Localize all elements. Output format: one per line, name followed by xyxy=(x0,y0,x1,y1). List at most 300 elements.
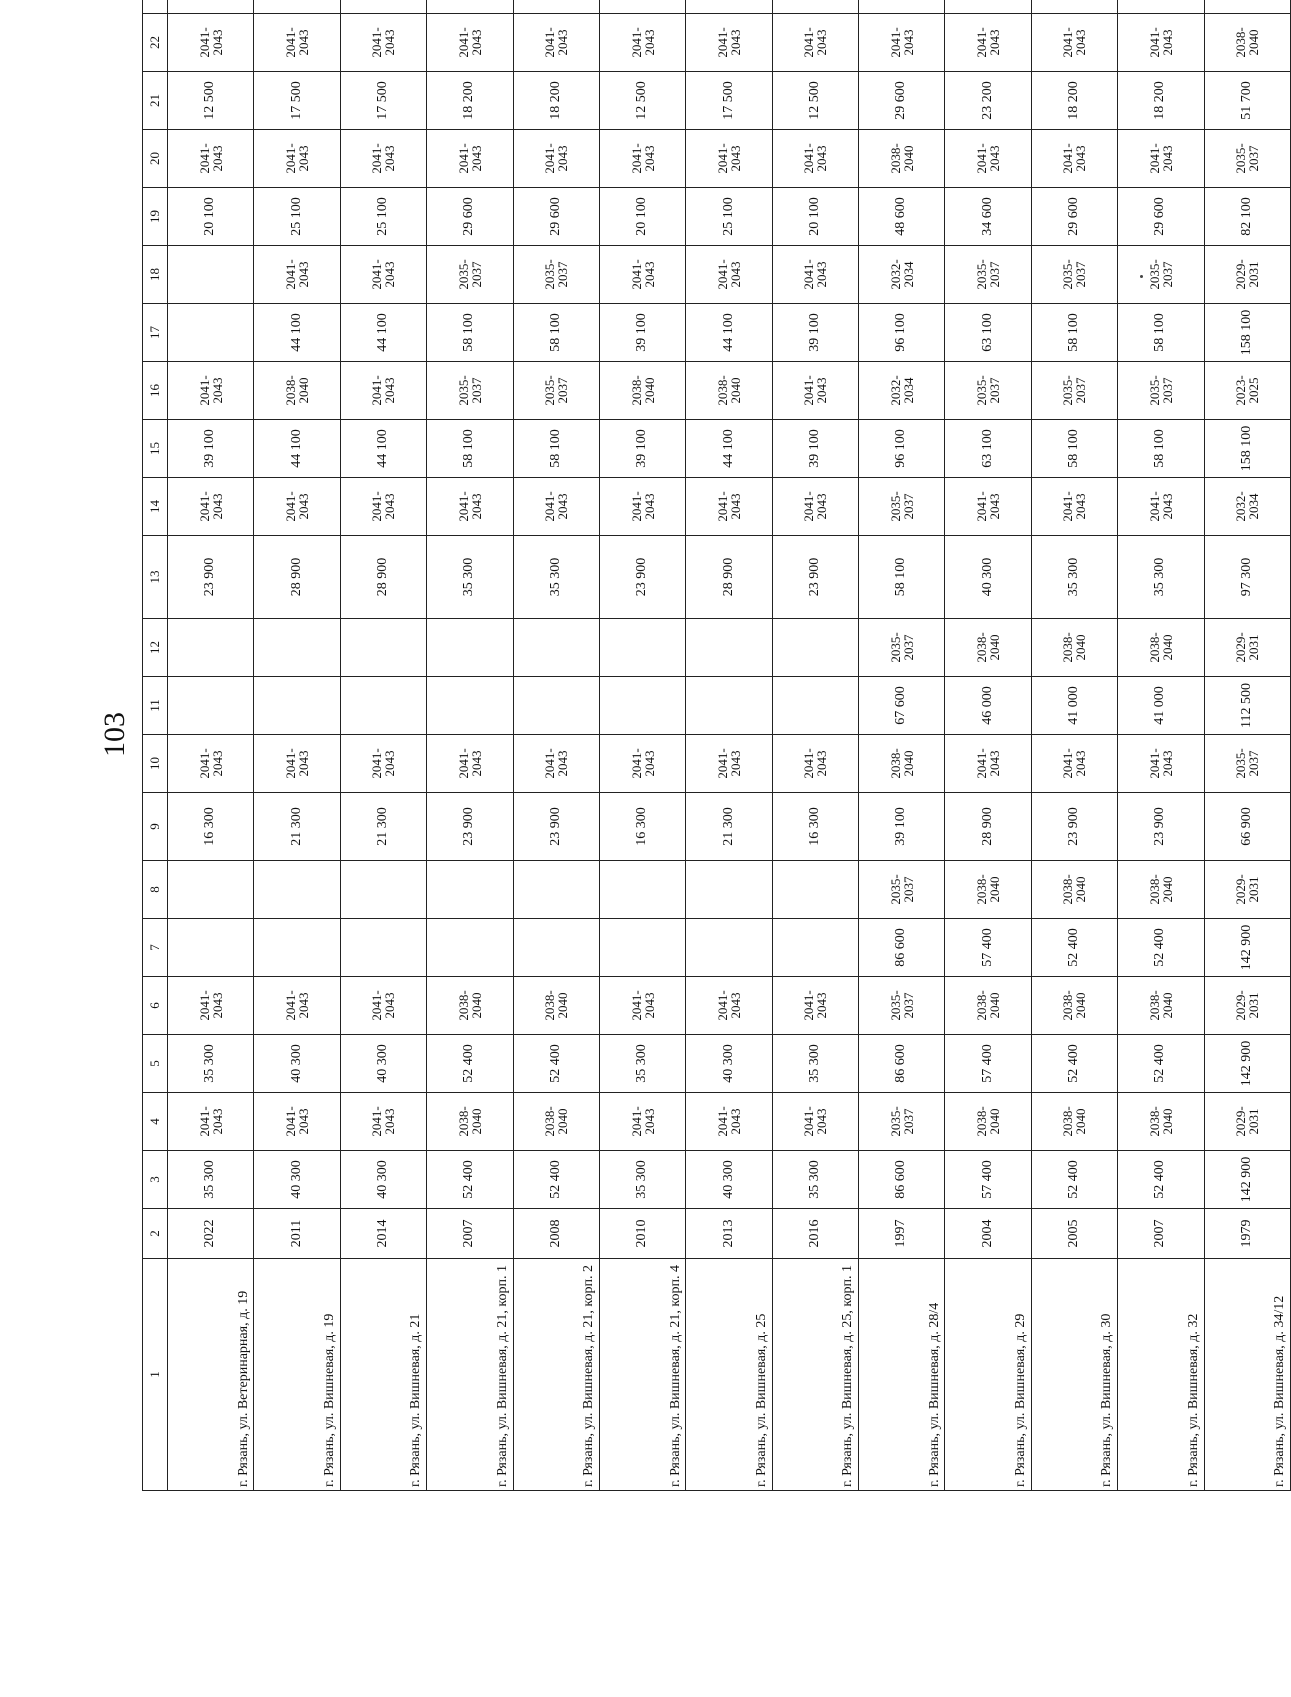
address-cell: г. Рязань, ул. Вишневая, д. 21, корп. 2 xyxy=(513,1259,599,1491)
address-cell: г. Рязань, ул. Вишневая, д. 21, корп. 4 xyxy=(599,1259,685,1491)
table-cell: 29 600 xyxy=(513,188,599,246)
table-cell: 44 100 xyxy=(254,420,340,478)
column-number: 6 xyxy=(143,977,168,1035)
table-cell: 2038- 2040 xyxy=(686,362,772,420)
table-row xyxy=(513,0,599,1491)
table-cell: 29 600 xyxy=(1118,188,1204,246)
table-cell xyxy=(513,861,599,919)
table-cell: 142 900 xyxy=(1204,1151,1291,1209)
table-cell: 23 900 xyxy=(427,793,513,861)
table-cell: 57 400 xyxy=(945,1035,1031,1093)
table-cell: 35 300 xyxy=(599,1035,685,1093)
table-cell: 2035- 2037 xyxy=(945,362,1031,420)
table-cell: 2041- 2043 xyxy=(945,478,1031,536)
table-cell xyxy=(1031,0,1117,14)
table-cell: 23 200 xyxy=(945,72,1031,130)
column-number: 11 xyxy=(143,677,168,735)
table-cell: 2041- 2043 xyxy=(772,1093,858,1151)
table-cell: 12 500 xyxy=(599,72,685,130)
table-cell: 2038- 2040 xyxy=(513,1093,599,1151)
table-cell: 2035- 2037 xyxy=(859,478,945,536)
table-cell: 44 100 xyxy=(254,304,340,362)
table-cell: 2041- 2043 xyxy=(686,14,772,72)
table-cell: 2038- 2040 xyxy=(859,735,945,793)
table-cell: 2041- 2043 xyxy=(686,977,772,1035)
table-row xyxy=(427,0,513,1491)
table-cell: 2041- 2043 xyxy=(254,246,340,304)
table-cell: 18 200 xyxy=(427,72,513,130)
column-number: 5 xyxy=(143,1035,168,1093)
table-cell: 16 300 xyxy=(599,793,685,861)
scan-speck xyxy=(1140,275,1143,278)
table-cell: 2038- 2040 xyxy=(945,1093,1031,1151)
table-cell: 2041- 2043 xyxy=(599,14,685,72)
table-cell: 2041- 2043 xyxy=(513,14,599,72)
table-cell xyxy=(513,619,599,677)
table-cell: 2041- 2043 xyxy=(1031,130,1117,188)
repair-schedule-table xyxy=(142,0,1291,1491)
table-cell xyxy=(686,919,772,977)
table-cell: 2041- 2043 xyxy=(599,478,685,536)
table-cell: 86 600 xyxy=(859,1035,945,1093)
table-row xyxy=(1204,0,1291,1491)
table-cell: 17 500 xyxy=(254,72,340,130)
table-cell: 2038- 2040 xyxy=(1031,977,1117,1035)
table-cell: 2038- 2040 xyxy=(1118,861,1204,919)
table-cell xyxy=(168,246,254,304)
table-cell: 2041- 2043 xyxy=(772,735,858,793)
table-cell: 2041- 2043 xyxy=(686,246,772,304)
table-row xyxy=(1031,0,1117,1491)
column-number: 16 xyxy=(143,362,168,420)
table-cell: 97 300 xyxy=(1204,536,1291,619)
table-cell: 35 300 xyxy=(772,1151,858,1209)
table-cell: 20 100 xyxy=(599,188,685,246)
column-number: 1 xyxy=(143,1259,168,1491)
table-cell xyxy=(945,0,1031,14)
table-cell xyxy=(254,861,340,919)
table-cell: 40 300 xyxy=(340,1151,426,1209)
table-cell: 28 900 xyxy=(340,536,426,619)
table-cell: 2035- 2037 xyxy=(513,362,599,420)
table-cell: 52 400 xyxy=(513,1151,599,1209)
table-cell: 2035- 2037 xyxy=(945,246,1031,304)
table-cell xyxy=(599,677,685,735)
table-cell: 2035- 2037 xyxy=(859,861,945,919)
table-cell: 2041- 2043 xyxy=(772,478,858,536)
table-cell: 52 400 xyxy=(1118,1035,1204,1093)
table-cell: 2035- 2037 xyxy=(427,362,513,420)
table-cell: 40 300 xyxy=(254,1035,340,1093)
table-cell xyxy=(427,677,513,735)
table-cell: 25 100 xyxy=(340,188,426,246)
table-cell: 2007 xyxy=(427,1209,513,1259)
table-cell xyxy=(254,919,340,977)
address-cell: г. Рязань, ул. Вишневая, д. 32 xyxy=(1118,1259,1204,1491)
table-cell: 39 100 xyxy=(772,420,858,478)
table-cell: 2041- 2043 xyxy=(1031,735,1117,793)
table-cell: 2032- 2034 xyxy=(1204,478,1291,536)
column-number: 12 xyxy=(143,619,168,677)
table-cell: 35 300 xyxy=(1031,536,1117,619)
column-number: 22 xyxy=(143,14,168,72)
table-cell: 2038- 2040 xyxy=(427,977,513,1035)
table-cell: 2041- 2043 xyxy=(513,478,599,536)
table-cell: 39 100 xyxy=(168,420,254,478)
table-cell xyxy=(859,0,945,14)
table-cell xyxy=(599,919,685,977)
table-cell: 2038- 2040 xyxy=(1031,1093,1117,1151)
table-cell: 2035- 2037 xyxy=(1118,246,1204,304)
address-cell: г. Рязань, ул. Вишневая, д. 21 xyxy=(340,1259,426,1491)
table-cell: 2022 xyxy=(168,1209,254,1259)
table-cell: 18 200 xyxy=(1118,72,1204,130)
table-cell: 2041- 2043 xyxy=(168,14,254,72)
table-cell xyxy=(513,919,599,977)
table-cell: 2007 xyxy=(1118,1209,1204,1259)
table-cell xyxy=(427,619,513,677)
table-cell: 112 500 xyxy=(1204,677,1291,735)
table-cell: 2032- 2034 xyxy=(859,246,945,304)
table-cell: 82 100 xyxy=(1204,188,1291,246)
table-cell: 58 100 xyxy=(427,420,513,478)
table-cell: 44 100 xyxy=(340,420,426,478)
table-cell: 2041- 2043 xyxy=(686,735,772,793)
table-cell: 2041- 2043 xyxy=(254,478,340,536)
column-number: 14 xyxy=(143,478,168,536)
table-cell: 2038- 2040 xyxy=(945,619,1031,677)
table-cell: 1997 xyxy=(859,1209,945,1259)
table-cell: 58 100 xyxy=(513,304,599,362)
table-cell xyxy=(168,677,254,735)
column-number: 21 xyxy=(143,72,168,130)
table-cell: 52 400 xyxy=(513,1035,599,1093)
table-cell: 52 400 xyxy=(1118,919,1204,977)
table-cell: 2041- 2043 xyxy=(945,14,1031,72)
table-cell xyxy=(254,619,340,677)
table-cell: 2041- 2043 xyxy=(340,977,426,1035)
table-cell: 67 600 xyxy=(859,677,945,735)
table-cell: 48 600 xyxy=(859,188,945,246)
table-cell: 58 100 xyxy=(427,304,513,362)
table-cell: 2041- 2043 xyxy=(427,14,513,72)
address-cell: г. Рязань, ул. Вишневая, д. 34/12 xyxy=(1204,1259,1291,1491)
table-cell: 35 300 xyxy=(168,1035,254,1093)
table-cell: 2038- 2040 xyxy=(254,362,340,420)
table-cell: 2038- 2040 xyxy=(1118,977,1204,1035)
table-cell: 2041- 2043 xyxy=(599,1093,685,1151)
table-cell: 23 900 xyxy=(168,536,254,619)
table-cell xyxy=(254,0,340,14)
table-cell: 2041- 2043 xyxy=(168,130,254,188)
table-cell: 58 100 xyxy=(513,420,599,478)
table-cell: 2029- 2031 xyxy=(1204,861,1291,919)
column-number-row xyxy=(143,0,168,1491)
table-cell: 2014 xyxy=(340,1209,426,1259)
table-cell: 2038- 2040 xyxy=(599,362,685,420)
table-cell: 28 900 xyxy=(945,793,1031,861)
table-cell: 35 300 xyxy=(427,536,513,619)
table-cell: 52 400 xyxy=(427,1151,513,1209)
table-cell: 2035- 2037 xyxy=(513,246,599,304)
table-cell: 35 300 xyxy=(513,536,599,619)
table-cell: 66 900 xyxy=(1204,793,1291,861)
table-cell: 23 900 xyxy=(599,536,685,619)
table-cell: 2038- 2040 xyxy=(1204,14,1291,72)
table-cell: 40 300 xyxy=(686,1035,772,1093)
table-row xyxy=(168,0,254,1491)
table-cell: 2041- 2043 xyxy=(772,130,858,188)
table-cell: 35 300 xyxy=(1118,536,1204,619)
rotated-table-wrapper xyxy=(142,27,1291,1491)
table-cell: 35 300 xyxy=(168,1151,254,1209)
table-cell: 57 400 xyxy=(945,919,1031,977)
column-number: 18 xyxy=(143,246,168,304)
table-cell: 2041- 2043 xyxy=(599,977,685,1035)
table-cell: 2013 xyxy=(686,1209,772,1259)
table-cell: 2041- 2043 xyxy=(599,735,685,793)
table-cell: 2041- 2043 xyxy=(1118,478,1204,536)
table-cell: 2041- 2043 xyxy=(1118,735,1204,793)
table-cell: 2038- 2040 xyxy=(859,130,945,188)
table-cell: 2008 xyxy=(513,1209,599,1259)
table-row xyxy=(772,0,858,1491)
table-cell: 21 300 xyxy=(686,793,772,861)
table-cell: 2035- 2037 xyxy=(1031,246,1117,304)
table-cell: 35 300 xyxy=(772,1035,858,1093)
table-cell xyxy=(772,677,858,735)
table-cell: 52 400 xyxy=(1031,1035,1117,1093)
column-number: 8 xyxy=(143,861,168,919)
table-cell: 96 100 xyxy=(859,420,945,478)
column-number xyxy=(143,0,168,14)
table-cell xyxy=(340,0,426,14)
table-cell: 2041- 2043 xyxy=(254,14,340,72)
column-number: 10 xyxy=(143,735,168,793)
table-row xyxy=(1118,0,1204,1491)
table-cell: 2029- 2031 xyxy=(1204,1093,1291,1151)
table-cell: 44 100 xyxy=(686,420,772,478)
table-cell: 2035- 2037 xyxy=(1118,362,1204,420)
table-cell xyxy=(340,677,426,735)
table-cell xyxy=(340,619,426,677)
table-cell: 28 900 xyxy=(686,536,772,619)
table-cell: 12 500 xyxy=(772,72,858,130)
column-number: 4 xyxy=(143,1093,168,1151)
table-cell: 142 900 xyxy=(1204,1035,1291,1093)
table-cell: 41 000 xyxy=(1031,677,1117,735)
table-cell: 2038- 2040 xyxy=(1118,619,1204,677)
table-cell: 18 200 xyxy=(1031,72,1117,130)
table-cell: 23 900 xyxy=(1031,793,1117,861)
address-cell: г. Рязань, ул. Вишневая, д. 30 xyxy=(1031,1259,1117,1491)
table-cell: 17 500 xyxy=(686,72,772,130)
table-cell xyxy=(427,861,513,919)
table-cell: 2041- 2043 xyxy=(254,735,340,793)
column-number: 13 xyxy=(143,536,168,619)
table-cell: 23 900 xyxy=(1118,793,1204,861)
table-row xyxy=(599,0,685,1491)
table-cell: 21 300 xyxy=(340,793,426,861)
table-cell xyxy=(1118,0,1204,14)
table-cell: 96 100 xyxy=(859,304,945,362)
table-cell: 16 300 xyxy=(772,793,858,861)
table-cell: 58 100 xyxy=(859,536,945,619)
table-row xyxy=(686,0,772,1491)
table-cell xyxy=(254,677,340,735)
table-cell xyxy=(686,861,772,919)
table-cell xyxy=(1204,0,1291,14)
table-cell: 58 100 xyxy=(1031,420,1117,478)
table-cell: 2035- 2037 xyxy=(859,619,945,677)
table-cell: 2041- 2043 xyxy=(686,1093,772,1151)
table-cell: 34 600 xyxy=(945,188,1031,246)
table-cell: 58 100 xyxy=(1118,420,1204,478)
table-cell xyxy=(772,861,858,919)
table-cell: 2041- 2043 xyxy=(168,735,254,793)
table-cell xyxy=(168,0,254,14)
table-cell: 86 600 xyxy=(859,1151,945,1209)
table-cell: 21 300 xyxy=(254,793,340,861)
table-cell: 2011 xyxy=(254,1209,340,1259)
table-cell xyxy=(513,677,599,735)
table-cell: 2041- 2043 xyxy=(168,977,254,1035)
table-cell: 29 600 xyxy=(1031,188,1117,246)
table-cell: 51 700 xyxy=(1204,72,1291,130)
table-cell: 2041- 2043 xyxy=(1118,14,1204,72)
table-cell: 2041- 2043 xyxy=(1031,14,1117,72)
column-number: 2 xyxy=(143,1209,168,1259)
table-cell: 2038- 2040 xyxy=(1118,1093,1204,1151)
table-cell: 2041- 2043 xyxy=(772,362,858,420)
table-cell: 2035- 2037 xyxy=(859,977,945,1035)
address-cell: г. Рязань, ул. Вишневая, д. 28/4 xyxy=(859,1259,945,1491)
table-cell xyxy=(772,0,858,14)
table-cell: 1979 xyxy=(1204,1209,1291,1259)
table-cell: 2041- 2043 xyxy=(513,735,599,793)
table-cell: 39 100 xyxy=(772,304,858,362)
table-cell: 58 100 xyxy=(1118,304,1204,362)
table-cell xyxy=(686,677,772,735)
table-cell: 39 100 xyxy=(859,793,945,861)
table-cell: 2041- 2043 xyxy=(945,735,1031,793)
table-cell: 2038- 2040 xyxy=(1031,619,1117,677)
table-cell: 2038- 2040 xyxy=(945,861,1031,919)
address-cell: г. Рязань, ул. Вишневая, д. 21, корп. 1 xyxy=(427,1259,513,1491)
table-cell: 2035- 2037 xyxy=(1204,130,1291,188)
table-cell: 2010 xyxy=(599,1209,685,1259)
table-cell: 39 100 xyxy=(599,304,685,362)
table-cell: 2041- 2043 xyxy=(340,246,426,304)
table-cell: 2041- 2043 xyxy=(772,246,858,304)
table-cell xyxy=(599,861,685,919)
column-number: 3 xyxy=(143,1151,168,1209)
table-cell: 18 200 xyxy=(513,72,599,130)
column-number: 20 xyxy=(143,130,168,188)
table-cell: 40 300 xyxy=(254,1151,340,1209)
table-cell: 2029- 2031 xyxy=(1204,246,1291,304)
table-cell: 17 500 xyxy=(340,72,426,130)
table-cell: 2041- 2043 xyxy=(772,14,858,72)
column-number: 19 xyxy=(143,188,168,246)
table-cell: 2041- 2043 xyxy=(772,977,858,1035)
table-cell: 2035- 2037 xyxy=(427,246,513,304)
table-cell: 2029- 2031 xyxy=(1204,977,1291,1035)
table-cell xyxy=(168,619,254,677)
table-cell: 2041- 2043 xyxy=(686,478,772,536)
table-cell: 63 100 xyxy=(945,420,1031,478)
table-cell: 52 400 xyxy=(1031,919,1117,977)
table-cell: 2032- 2034 xyxy=(859,362,945,420)
table-cell: 40 300 xyxy=(686,1151,772,1209)
table-cell: 2041- 2043 xyxy=(1031,478,1117,536)
table-cell: 12 500 xyxy=(168,72,254,130)
table-cell xyxy=(772,919,858,977)
table-cell: 20 100 xyxy=(772,188,858,246)
table-cell xyxy=(686,619,772,677)
column-number: 9 xyxy=(143,793,168,861)
table-row xyxy=(859,0,945,1491)
table-cell: 2041- 2043 xyxy=(340,478,426,536)
table-cell: 2041- 2043 xyxy=(254,130,340,188)
table-cell: 29 600 xyxy=(859,72,945,130)
column-number: 7 xyxy=(143,919,168,977)
table-cell: 23 900 xyxy=(772,536,858,619)
table-cell: 142 900 xyxy=(1204,919,1291,977)
table-cell: 2035- 2037 xyxy=(1204,735,1291,793)
address-cell: г. Рязань, ул. Вишневая, д. 25, корп. 1 xyxy=(772,1259,858,1491)
table-cell: 52 400 xyxy=(1031,1151,1117,1209)
table-cell xyxy=(772,619,858,677)
address-cell: г. Рязань, ул. Вишневая, д. 29 xyxy=(945,1259,1031,1491)
table-cell: 2041- 2043 xyxy=(340,1093,426,1151)
table-cell: 2041- 2043 xyxy=(599,246,685,304)
table-cell: 158 100 xyxy=(1204,420,1291,478)
table-cell: 2041- 2043 xyxy=(168,362,254,420)
table-cell: 2041- 2043 xyxy=(513,130,599,188)
table-cell xyxy=(599,0,685,14)
table-cell: 44 100 xyxy=(340,304,426,362)
table-cell: 2041- 2043 xyxy=(945,130,1031,188)
table-cell: 57 400 xyxy=(945,1151,1031,1209)
table-row xyxy=(340,0,426,1491)
table-cell xyxy=(340,861,426,919)
table-row xyxy=(945,0,1031,1491)
table-cell: 58 100 xyxy=(1031,304,1117,362)
table-cell xyxy=(168,919,254,977)
table-cell: 2004 xyxy=(945,1209,1031,1259)
table-cell: 63 100 xyxy=(945,304,1031,362)
table-cell: 25 100 xyxy=(254,188,340,246)
table-cell: 2041- 2043 xyxy=(427,478,513,536)
table-cell: 2038- 2040 xyxy=(427,1093,513,1151)
table-cell: 2041- 2043 xyxy=(859,14,945,72)
table-cell: 158 100 xyxy=(1204,304,1291,362)
table-cell: 23 900 xyxy=(513,793,599,861)
column-number: 15 xyxy=(143,420,168,478)
table-cell: 35 300 xyxy=(599,1151,685,1209)
column-number: 17 xyxy=(143,304,168,362)
table-cell xyxy=(340,919,426,977)
table-cell: 2041- 2043 xyxy=(340,362,426,420)
table-cell: 29 600 xyxy=(427,188,513,246)
address-cell: г. Рязань, ул. Вишневая, д. 25 xyxy=(686,1259,772,1491)
table-cell xyxy=(686,0,772,14)
table-cell: 2041- 2043 xyxy=(168,478,254,536)
table-cell: 40 300 xyxy=(340,1035,426,1093)
table-cell: 44 100 xyxy=(686,304,772,362)
address-cell: г. Рязань, ул. Вишневая, д. 19 xyxy=(254,1259,340,1491)
